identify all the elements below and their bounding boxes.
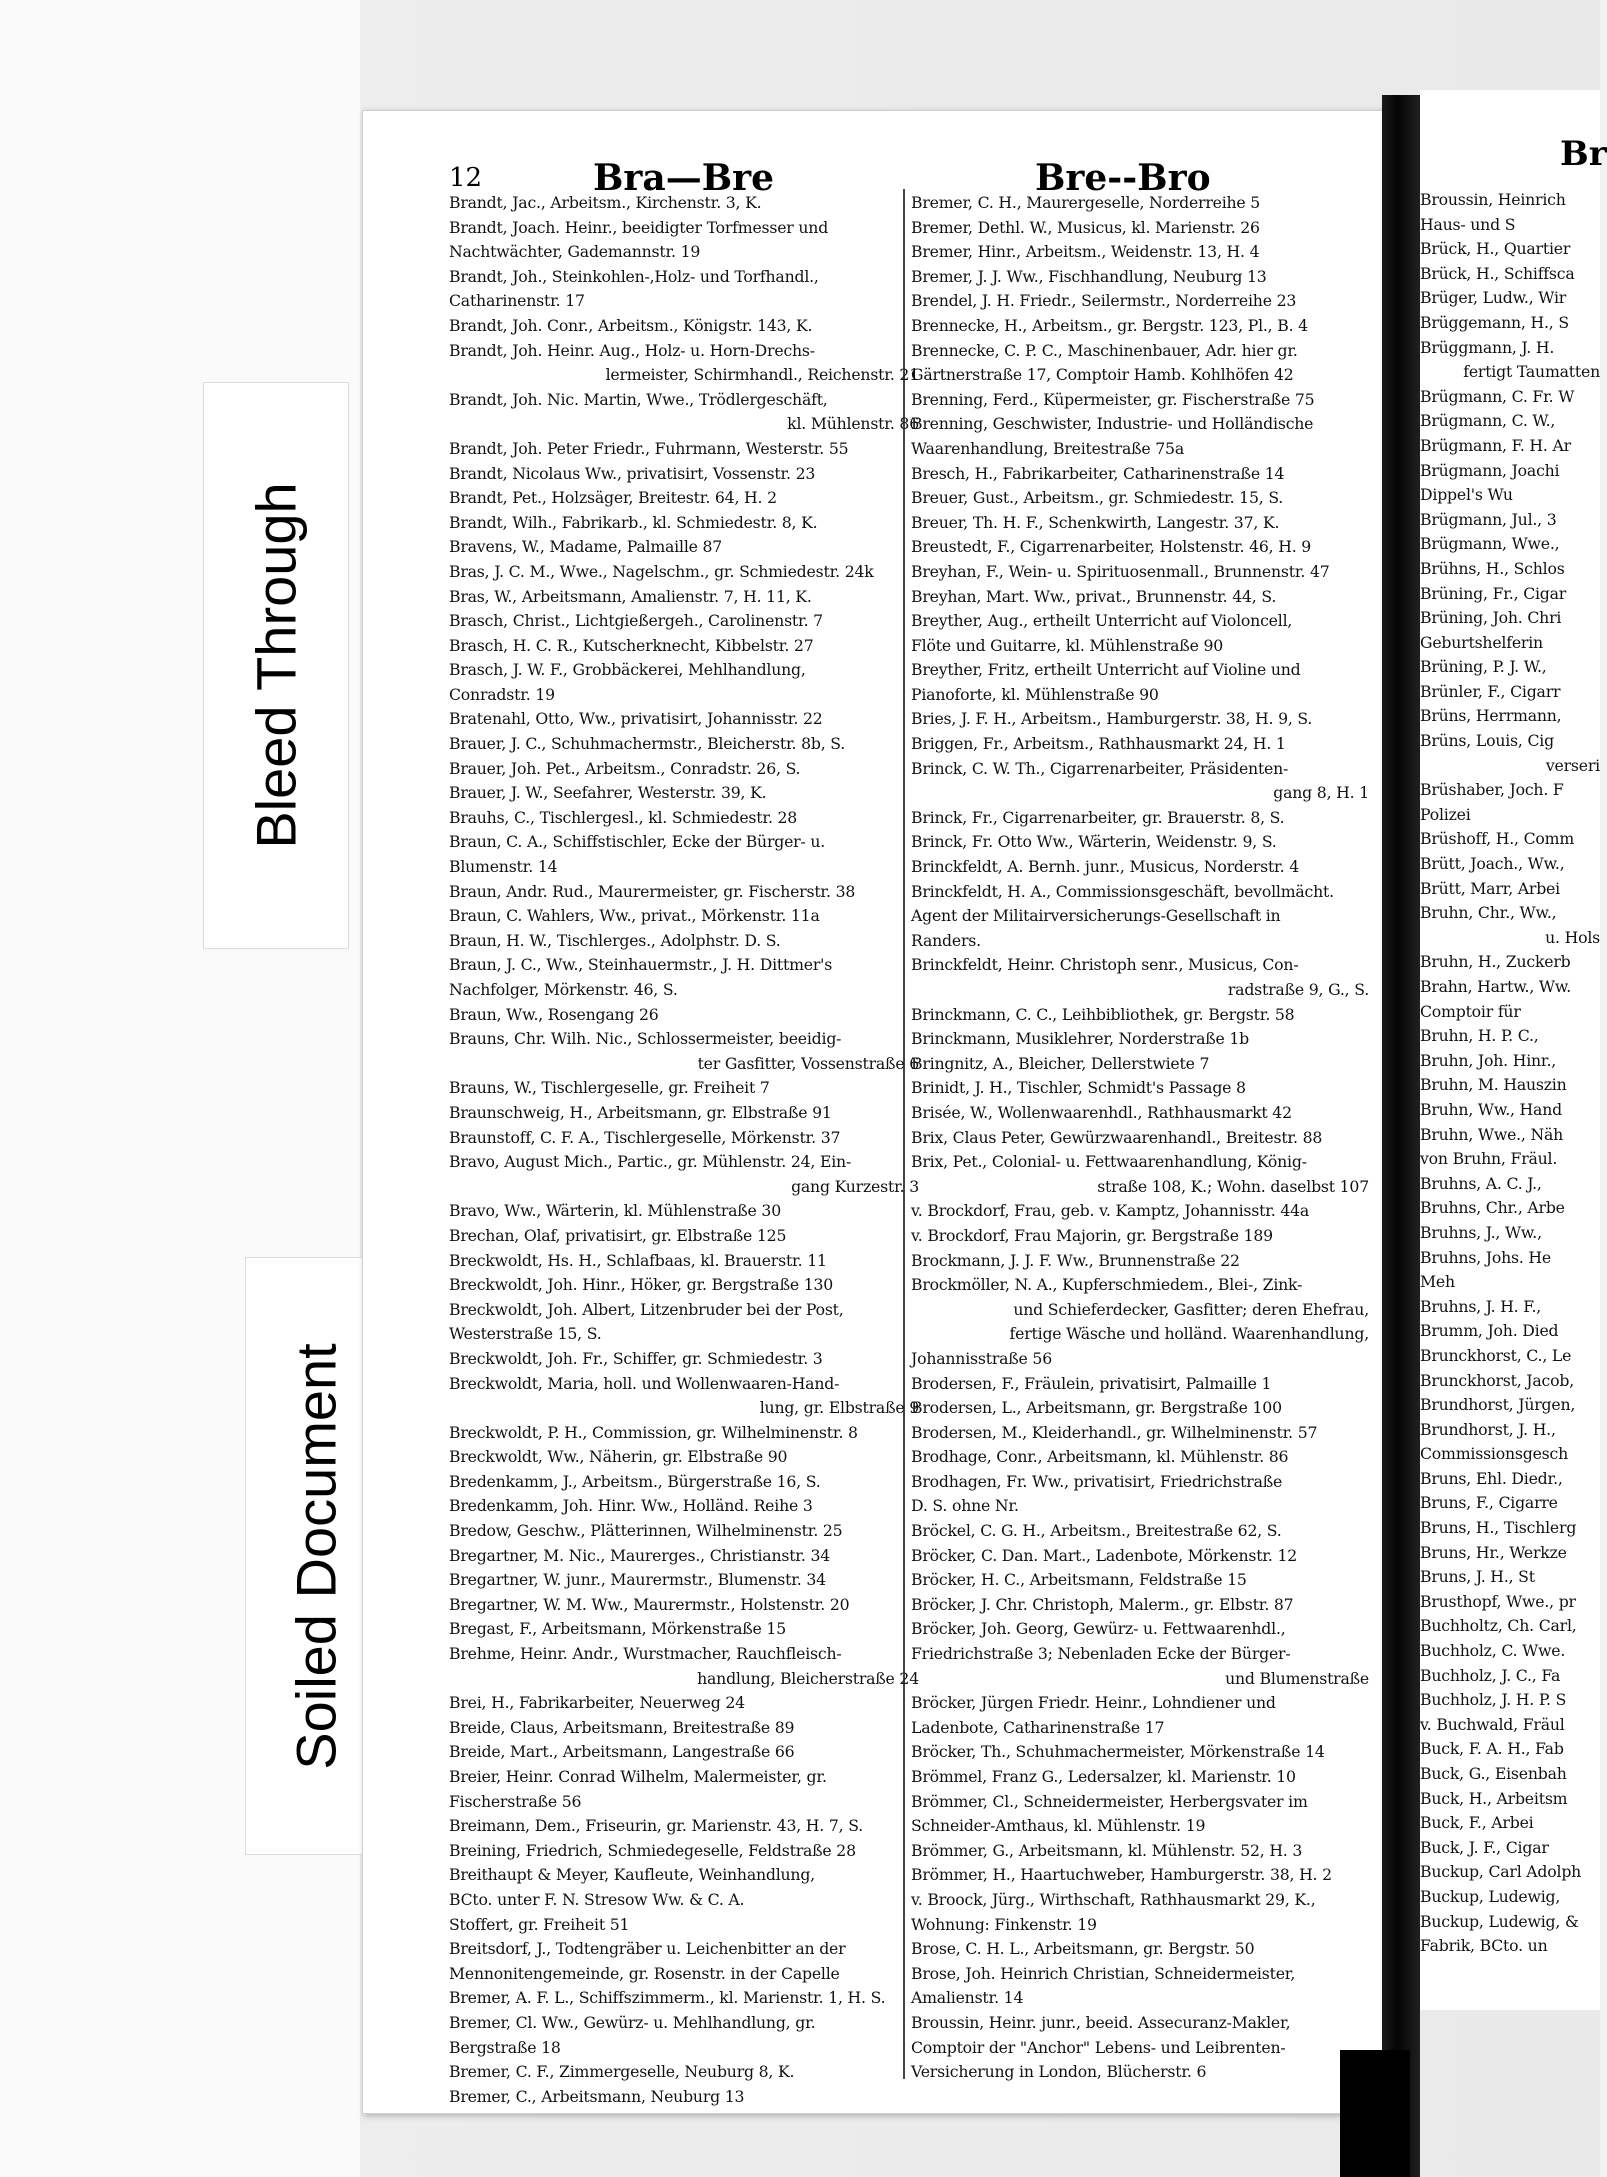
- directory-entry: Brömmer, H., Haartuchweber, Hamburgerstr. 38, H. 2: [911, 1865, 1332, 1885]
- directory-entry: D. S. ohne Nr.: [911, 1496, 1019, 1516]
- directory-entry: Buck, G., Eisenbah: [1420, 1764, 1567, 1783]
- directory-entry: Brehme, Heinr. Andr., Wurstmacher, Rauchfleisch-: [449, 1644, 842, 1664]
- directory-entry: Brisée, W., Wollenwaarenhdl., Rathhausmarkt 42: [911, 1102, 1292, 1122]
- directory-entry: Bredenkamm, J., Arbeitsm., Bürgerstraße 16, S.: [449, 1471, 821, 1491]
- directory-entry: Brinck, Fr., Cigarrenarbeiter, gr. Brauerstr. 8, S.: [911, 807, 1285, 827]
- directory-entry: Brügmann, Wwe.,: [1420, 534, 1560, 554]
- directory-entry: v. Brockdorf, Frau, geb. v. Kamptz, Johannisstr. 44a: [911, 1201, 1310, 1221]
- directory-entry: Waarenhandlung, Breitestraße 75a: [911, 438, 1184, 458]
- directory-entry: Stoffert, gr. Freiheit 51: [449, 1914, 630, 1934]
- directory-entry: Bremer, Cl. Ww., Gewürz- u. Mehlhandlung, gr.: [449, 2012, 816, 2032]
- directory-entry: Braunstoff, C. F. A., Tischlergeselle, Mörkenstr. 37: [449, 1127, 841, 1147]
- directory-entry: Bravo, Ww., Wärterin, kl. Mühlenstraße 30: [449, 1201, 781, 1221]
- directory-entry: ter Gasfitter, Vossenstraße 6: [697, 1053, 919, 1073]
- directory-entry: Buck, J. F., Cigar: [1420, 1837, 1549, 1857]
- directory-entry: Brodersen, L., Arbeitsmann, gr. Bergstraße 100: [911, 1398, 1282, 1418]
- directory-entry: Brömmer, G., Arbeitsmann, kl. Mühlenstr. 52, H. 3: [911, 1840, 1303, 1860]
- directory-entry: Bröcker, Joh. Georg, Gewürz- u. Fettwaarenhdl.,: [911, 1619, 1286, 1639]
- directory-entry: Buck, F., Arbei: [1420, 1813, 1534, 1833]
- directory-entry: Brasch, J. W. F., Grobbäckerei, Mehlhandlung,: [449, 660, 806, 680]
- directory-entry: Brodhagen, Fr. Ww., privatisirt, Friedrichstraße: [911, 1471, 1283, 1491]
- directory-entry: Braunschweig, H., Arbeitsmann, gr. Elbstraße 91: [449, 1102, 832, 1122]
- directory-entry: Bremer, C. F., Zimmergeselle, Neuburg 8, K.: [449, 2062, 795, 2082]
- directory-entry: Meh: [1420, 1272, 1455, 1292]
- binding-shadow: [1340, 2050, 1410, 2177]
- directory-entry: Bremer, Dethl. W., Musicus, kl. Marienstr. 26: [911, 217, 1260, 237]
- directory-entry: Bröcker, C. Dan. Mart., Ladenbote, Mörkenstr. 12: [911, 1545, 1298, 1565]
- directory-entry: Brunckhorst, C., Le: [1420, 1345, 1572, 1365]
- directory-entry: Brahn, Hartw., Ww.: [1420, 977, 1571, 996]
- directory-entry: Brinckfeldt, H. A., Commissionsgeschäft, bevollmächt.: [911, 881, 1334, 901]
- directory-entry: Bries, J. F. H., Arbeitsm., Hamburgerstr. 38, H. 9, S.: [911, 709, 1313, 729]
- directory-entry: Bruhn, M. Hauszin: [1420, 1075, 1567, 1095]
- left-column: [449, 191, 919, 2106]
- directory-entry: Brandt, Pet., Holzsäger, Breitestr. 64, H. 2: [449, 488, 777, 508]
- directory-entry: Breckwoldt, Joh. Albert, Litzenbruder bei der Post,: [449, 1299, 844, 1319]
- directory-entry: Brose, C. H. L., Arbeitsmann, gr. Bergstr. 50: [911, 1939, 1255, 1959]
- directory-entry: Bruhn, Chr., Ww.,: [1420, 903, 1557, 923]
- directory-entry: Bredenkamm, Joh. Hinr. Ww., Holländ. Reihe 3: [449, 1496, 813, 1516]
- directory-entry: Breckwoldt, Ww., Näherin, gr. Elbstraße 90: [449, 1447, 788, 1467]
- directory-entry: Schneider-Amthaus, kl. Mühlenstr. 19: [911, 1816, 1206, 1836]
- directory-entry: Breckwoldt, Maria, holl. und Wollenwaaren-Hand-: [449, 1373, 840, 1393]
- directory-entry: Bremer, A. F. L., Schiffszimmerm., kl. Marienstr. 1, H. S.: [449, 1988, 886, 2008]
- directory-entry: Blumenstr. 14: [449, 857, 558, 877]
- directory-entry: Braun, C. A., Schiffstischler, Ecke der Bürger- u.: [449, 832, 826, 852]
- directory-entry: Brechan, Olaf, privatisirt, gr. Elbstraße 125: [449, 1225, 787, 1245]
- directory-entry: lung, gr. Elbstraße 9: [759, 1398, 919, 1418]
- book-gutter: [1382, 95, 1420, 2177]
- directory-entry: Breyhan, F., Wein- u. Spirituosenmall., Brunnenstr. 47: [911, 561, 1330, 581]
- directory-entry: Brennecke, H., Arbeitsm., gr. Bergstr. 123, Pl., B. 4: [911, 315, 1308, 335]
- directory-entry: Breyther, Fritz, ertheilt Unterricht auf Violine und: [911, 660, 1301, 680]
- directory-entry: Buckup, Ludewig,: [1420, 1886, 1561, 1906]
- directory-entry: Bröcker, Jürgen Friedr. Heinr., Lohndiener und: [911, 1693, 1276, 1713]
- directory-entry: Amalienstr. 14: [911, 1988, 1024, 2008]
- directory-entry: Brügmann, C. Fr. W: [1420, 386, 1575, 406]
- directory-entry: Brandt, Joh., Steinkohlen-,Holz- und Torfhandl.,: [449, 266, 819, 286]
- directory-entry: Dippel's Wu: [1420, 485, 1513, 505]
- directory-entry: Brodersen, F., Fräulein, privatisirt, Palmaille 1: [911, 1373, 1272, 1393]
- directory-entry: Brück, H., Schiffsca: [1420, 263, 1575, 283]
- directory-entry: Brendel, J. H. Friedr., Seilermstr., Norderreihe 23: [911, 291, 1297, 311]
- directory-entry: Johannisstraße 56: [911, 1348, 1052, 1368]
- directory-entry: Brüshoff, H., Comm: [1420, 829, 1574, 849]
- directory-entry: Brandt, Wilh., Fabrikarb., kl. Schmiedestr. 8, K.: [449, 512, 818, 532]
- directory-entry: Braun, J. C., Ww., Steinhauermstr., J. H. Dittmer's: [449, 955, 833, 975]
- directory-entry: Brömmel, Franz G., Ledersalzer, kl. Marienstr. 10: [911, 1767, 1296, 1786]
- directory-entry: Brix, Claus Peter, Gewürzwaarenhandl., Breitestr. 88: [911, 1127, 1323, 1147]
- directory-entry: verseri: [1545, 755, 1600, 775]
- directory-entry: Brodhage, Conr., Arbeitsmann, kl. Mühlenstr. 86: [911, 1447, 1289, 1467]
- directory-entry: Breide, Claus, Arbeitsmann, Breitestraße 89: [449, 1717, 795, 1737]
- directory-entry: Brüning, Joh. Chri: [1420, 608, 1562, 628]
- next-page-column: [1420, 188, 1600, 1959]
- directory-entry: straße 108, K.; Wohn. daselbst 107: [1097, 1176, 1369, 1196]
- next-page-fragment: [1420, 90, 1607, 2010]
- directory-entry: lermeister, Schirmhandl., Reichenstr. 21: [605, 365, 919, 385]
- directory-entry: Breustedt, F., Cigarrenarbeiter, Holstenstr. 46, H. 9: [911, 537, 1312, 557]
- directory-entry: und Blumenstraße: [1225, 1668, 1369, 1688]
- running-head-right: Bre--Bro: [1035, 157, 1211, 199]
- directory-entry: Brünler, F., Cigarr: [1420, 681, 1561, 701]
- directory-entry: Bergstraße 18: [449, 2037, 561, 2057]
- directory-entry: Bruhn, Joh. Hinr.,: [1420, 1050, 1557, 1070]
- next-page-running-head: Br: [1560, 134, 1607, 174]
- directory-page: [362, 110, 1384, 2114]
- directory-entry: Breining, Friedrich, Schmiedegeselle, Feldstraße 28: [449, 1840, 856, 1860]
- directory-entry: Brinckmann, C. C., Leihbibliothek, gr. Bergstr. 58: [911, 1004, 1295, 1024]
- directory-entry: Brüggmann, J. H.: [1420, 337, 1555, 357]
- directory-entry: Westerstraße 15, S.: [449, 1324, 602, 1344]
- directory-entry: Brauer, J. C., Schuhmachermstr., Bleicherstr. 8b, S.: [449, 734, 846, 754]
- directory-entry: Buchholz, J. C., Fa: [1420, 1665, 1561, 1685]
- directory-entry: u. Hols: [1545, 927, 1600, 947]
- directory-entry: Brinckfeldt, Heinr. Christoph senr., Musicus, Con-: [911, 955, 1299, 975]
- soiled-document-text: Soiled Document: [284, 1342, 348, 1770]
- directory-entry: gang Kurzestr. 3: [791, 1176, 919, 1196]
- directory-entry: Bruhns, Chr., Arbe: [1420, 1198, 1565, 1218]
- directory-entry: Breckwoldt, Joh. Hinr., Höker, gr. Bergstraße 130: [449, 1275, 834, 1295]
- directory-entry: gang 8, H. 1: [1273, 783, 1369, 803]
- bleed-through-label: [203, 382, 349, 949]
- directory-entry: Bruhn, Ww., Hand: [1420, 1099, 1562, 1119]
- directory-entry: Catharinenstr. 17: [449, 291, 585, 311]
- directory-entry: Brauns, Chr. Wilh. Nic., Schlossermeister, beeidig-: [449, 1029, 842, 1049]
- directory-entry: Brüshaber, Joch. F: [1420, 780, 1564, 800]
- directory-entry: Brusthopf, Wwe., pr: [1420, 1591, 1576, 1611]
- directory-entry: Brumm, Joh. Died: [1420, 1321, 1559, 1341]
- directory-entry: Agent der Militairversicherungs-Gesellschaft in: [911, 906, 1281, 926]
- directory-entry: Conradstr. 19: [449, 684, 555, 704]
- directory-entry: Brandt, Nicolaus Ww., privatisirt, Vossenstr. 23: [449, 463, 816, 483]
- directory-entry: Brandt, Joach. Heinr., beeidigter Torfmesser und: [449, 217, 829, 237]
- directory-entry: Bravens, W., Madame, Palmaille 87: [449, 537, 723, 557]
- directory-entry: Bruns, Hr., Werkze: [1420, 1542, 1567, 1562]
- directory-entry: Bruhn, H. P. C.,: [1420, 1026, 1539, 1046]
- directory-entry: Brütt, Marr, Arbei: [1420, 878, 1560, 898]
- directory-entry: Brenning, Geschwister, Industrie- und Holländische: [911, 414, 1314, 434]
- directory-entry: fertige Wäsche und holländ. Waarenhandlung,: [1009, 1324, 1369, 1344]
- directory-entry: Briggen, Fr., Arbeitsm., Rathhausmarkt 24, H. 1: [911, 734, 1286, 754]
- directory-entry: Brandt, Joh. Heinr. Aug., Holz- u. Horn-Drechs-: [449, 340, 815, 360]
- directory-entry: Bremer, C., Arbeitsmann, Neuburg 13: [449, 2086, 745, 2106]
- directory-entry: Bregast, F., Arbeitsmann, Mörkenstraße 15: [449, 1619, 786, 1639]
- right-column: [911, 191, 1369, 2091]
- directory-entry: Breyther, Aug., ertheilt Unterricht auf Violoncell,: [911, 611, 1293, 631]
- page-number: 12: [449, 163, 483, 193]
- directory-entry: Brockmöller, N. A., Kupferschmiedem., Blei-, Zink-: [911, 1275, 1303, 1295]
- directory-entry: Brunckhorst, Jacob,: [1420, 1370, 1575, 1390]
- directory-entry: und Schieferdecker, Gasfitter; deren Ehefrau,: [1013, 1299, 1369, 1319]
- directory-entry: Brück, H., Quartier: [1420, 239, 1571, 259]
- directory-entry: Bruns, F., Cigarre: [1420, 1493, 1558, 1513]
- directory-entry: Bredow, Geschw., Plätterinnen, Wilhelminenstr. 25: [449, 1521, 843, 1541]
- directory-entry: Brix, Pet., Colonial- u. Fettwaarenhandlung, König-: [911, 1152, 1307, 1172]
- directory-entry: Brüning, P. J. W.,: [1420, 657, 1547, 677]
- directory-entry: Brenning, Ferd., Küpermeister, gr. Fischerstraße 75: [911, 389, 1315, 409]
- directory-entry: radstraße 9, G., S.: [1227, 980, 1369, 999]
- directory-entry: Polizei: [1420, 804, 1471, 824]
- directory-entry: Braun, Ww., Rosengang 26: [449, 1004, 659, 1024]
- directory-entry: Breuer, Gust., Arbeitsm., gr. Schmiedestr. 15, S.: [911, 488, 1284, 508]
- directory-entry: Buchholz, C. Wwe.: [1420, 1641, 1566, 1661]
- directory-entry: BCto. unter F. N. Stresow Ww. & C. A.: [449, 1889, 745, 1909]
- directory-entry: Brinckmann, Musiklehrer, Norderstraße 1b: [911, 1029, 1249, 1049]
- directory-entry: Randers.: [911, 930, 981, 950]
- directory-entry: Brinck, Fr. Otto Ww., Wärterin, Weidenstr. 9, S.: [911, 832, 1277, 852]
- directory-entry: v. Broock, Jürg., Wirthschaft, Rathhausmarkt 29, K.,: [911, 1889, 1316, 1909]
- directory-entry: Buck, H., Arbeitsm: [1420, 1788, 1568, 1808]
- directory-entry: v. Brockdorf, Frau Majorin, gr. Bergstraße 189: [911, 1225, 1273, 1245]
- directory-entry: Brennecke, C. P. C., Maschinenbauer, Adr. hier gr.: [911, 340, 1298, 360]
- directory-entry: Bruns, H., Tischlerg: [1420, 1518, 1577, 1538]
- directory-entry: Brandt, Joh. Nic. Martin, Wwe., Trödlergeschäft,: [449, 389, 828, 409]
- directory-entry: Bröcker, H. C., Arbeitsmann, Feldstraße 15: [911, 1570, 1247, 1590]
- bleed-through-text: Bleed Through: [244, 482, 308, 849]
- directory-entry: Brüger, Ludw., Wir: [1420, 288, 1567, 308]
- directory-entry: Broussin, Heinrich: [1420, 190, 1566, 209]
- directory-entry: Buchholz, J. H. P. S: [1420, 1690, 1567, 1710]
- directory-entry: Haus- und S: [1420, 214, 1516, 234]
- directory-entry: Brauhs, C., Tischlergesl., kl. Schmiedestr. 28: [449, 807, 798, 827]
- directory-entry: Broussin, Heinr. junr., beeid. Assecuranz-Makler,: [911, 2012, 1291, 2032]
- directory-entry: Brodersen, M., Kleiderhandl., gr. Wilhelminenstr. 57: [911, 1422, 1318, 1442]
- directory-entry: Breckwoldt, Hs. H., Schlafbaas, kl. Brauerstr. 11: [449, 1250, 827, 1270]
- directory-entry: Brandt, Jac., Arbeitsm., Kirchenstr. 3, K.: [449, 193, 762, 212]
- directory-entry: Brinidt, J. H., Tischler, Schmidt's Passage 8: [911, 1078, 1246, 1098]
- directory-entry: Gärtnerstraße 17, Comptoir Hamb. Kohlhöfen 42: [911, 365, 1294, 385]
- directory-entry: Bremer, Hinr., Arbeitsm., Weidenstr. 13, H. 4: [911, 242, 1260, 262]
- directory-entry: Brundhorst, Jürgen,: [1420, 1395, 1576, 1415]
- directory-entry: Bras, W., Arbeitsmann, Amalienstr. 7, H. 11, K.: [449, 586, 812, 606]
- directory-entry: Brinck, C. W. Th., Cigarrenarbeiter, Präsidenten-: [911, 758, 1289, 778]
- directory-entry: Buckup, Carl Adolph: [1420, 1862, 1582, 1882]
- directory-entry: Bröcker, Th., Schuhmachermeister, Mörkenstraße 14: [911, 1742, 1325, 1762]
- directory-entry: Comptoir für: [1420, 1001, 1521, 1021]
- directory-entry: Bras, J. C. M., Wwe., Nagelschm., gr. Schmiedestr. 24k: [449, 561, 874, 581]
- directory-entry: Brasch, Christ., Lichtgießergeh., Carolinenstr. 7: [449, 611, 823, 631]
- running-head-left: Bra—Bre: [593, 157, 775, 199]
- directory-entry: Brei, H., Fabrikarbeiter, Neuerweg 24: [449, 1693, 745, 1713]
- directory-entry: Braun, Andr. Rud., Maurermeister, gr. Fischerstr. 38: [449, 881, 856, 901]
- directory-entry: Brügmann, Joachi: [1420, 460, 1560, 480]
- directory-entry: Bremer, J. J. Ww., Fischhandlung, Neuburg 13: [911, 266, 1267, 286]
- directory-entry: Fabrik, BCto. un: [1420, 1936, 1548, 1956]
- directory-entry: Bruns, J. H., St: [1420, 1567, 1535, 1587]
- directory-entry: Bruhns, J., Ww.,: [1420, 1222, 1542, 1242]
- directory-entry: Breuer, Th. H. F., Schenkwirth, Langestr. 37, K.: [911, 512, 1280, 532]
- directory-entry: Bruhns, J. H. F.,: [1420, 1296, 1542, 1316]
- directory-entry: Buck, F. A. H., Fab: [1420, 1739, 1564, 1759]
- directory-entry: Bröckel, C. G. H., Arbeitsm., Breitestraße 62, S.: [911, 1521, 1282, 1541]
- directory-entry: Brinckfeldt, A. Bernh. junr., Musicus, Norderstr. 4: [911, 857, 1299, 877]
- directory-entry: Bregartner, M. Nic., Maurerges., Christianstr. 34: [449, 1545, 831, 1565]
- directory-entry: kl. Mühlenstr. 86: [787, 414, 919, 434]
- directory-entry: Brügmann, Jul., 3: [1420, 509, 1557, 529]
- directory-entry: Brüning, Fr., Cigar: [1420, 583, 1567, 603]
- directory-entry: Brüns, Louis, Cig: [1420, 731, 1554, 751]
- directory-entry: Friedrichstraße 3; Nebenladen Ecke der Bürger-: [911, 1644, 1291, 1664]
- directory-entry: Breithaupt & Meyer, Kaufleute, Weinhandlung,: [449, 1865, 815, 1885]
- directory-entry: Bruhn, H., Zuckerb: [1420, 952, 1571, 972]
- directory-entry: Breckwoldt, Joh. Fr., Schiffer, gr. Schmiedestr. 3: [449, 1348, 823, 1368]
- directory-entry: Braun, C. Wahlers, Ww., privat., Mörkenstr. 11a: [449, 906, 820, 926]
- directory-entry: Bruhns, Johs. He: [1420, 1247, 1551, 1267]
- directory-entry: Breckwoldt, P. H., Commission, gr. Wilhelminenstr. 8: [449, 1422, 858, 1442]
- directory-entry: Comptoir der "Anchor" Lebens- und Leibrenten-: [911, 2037, 1286, 2057]
- directory-entry: Breimann, Dem., Friseurin, gr. Marienstr. 43, H. 7, S.: [449, 1816, 863, 1836]
- directory-entry: Bröcker, J. Chr. Christoph, Malerm., gr. Elbstr. 87: [911, 1594, 1294, 1614]
- directory-entry: Bringnitz, A., Bleicher, Dellerstwiete 7: [911, 1053, 1210, 1073]
- directory-entry: Brasch, H. C. R., Kutscherknecht, Kibbelstr. 27: [449, 635, 814, 655]
- directory-entry: Bregartner, W. M. Ww., Maurermstr., Holstenstr. 20: [449, 1594, 850, 1614]
- directory-entry: Brauer, J. W., Seefahrer, Westerstr. 39, K.: [449, 783, 767, 803]
- directory-entry: Brügmann, F. H. Ar: [1420, 435, 1571, 455]
- directory-entry: fertigt Taumatten: [1463, 362, 1600, 382]
- directory-entry: Bremer, C. H., Maurergeselle, Norderreihe 5: [911, 193, 1261, 212]
- directory-entry: von Bruhn, Fräul.: [1420, 1149, 1558, 1169]
- directory-entry: Brose, Joh. Heinrich Christian, Schneidermeister,: [911, 1963, 1296, 1983]
- directory-entry: Buchholtz, Ch. Carl,: [1420, 1616, 1577, 1636]
- directory-entry: Brundhorst, J. H.,: [1420, 1419, 1556, 1439]
- directory-entry: Wohnung: Finkenstr. 19: [911, 1914, 1097, 1934]
- directory-entry: Brüggemann, H., S: [1420, 312, 1569, 332]
- directory-entry: Bravo, August Mich., Partic., gr. Mühlenstr. 24, Ein-: [449, 1152, 852, 1172]
- directory-entry: Commissionsgesch: [1420, 1444, 1568, 1464]
- directory-entry: Brandt, Joh. Conr., Arbeitsm., Königstr. 143, K.: [449, 315, 813, 335]
- directory-entry: Geburtshelferin: [1420, 632, 1543, 652]
- directory-entry: Brütt, Joach., Ww.,: [1420, 854, 1565, 874]
- directory-entry: handlung, Bleicherstraße 24: [697, 1668, 919, 1688]
- directory-entry: Breier, Heinr. Conrad Wilhelm, Malermeister, gr.: [449, 1767, 827, 1786]
- directory-entry: Brömmer, Cl., Schneidermeister, Herbergsvater im: [911, 1791, 1308, 1811]
- directory-entry: Brüns, Herrmann,: [1420, 706, 1562, 726]
- directory-entry: Flöte und Guitarre, kl. Mühlenstraße 90: [911, 635, 1224, 655]
- directory-entry: Breitsdorf, J., Todtengräber u. Leichenbitter an der: [449, 1939, 846, 1959]
- directory-entry: Brauer, Joh. Pet., Arbeitsm., Conradstr. 26, S.: [449, 758, 801, 778]
- directory-entry: Braun, H. W., Tischlerges., Adolphstr. D. S.: [449, 930, 781, 950]
- directory-entry: Brügmann, C. W.,: [1420, 411, 1556, 431]
- directory-entry: Buckup, Ludewig, &: [1420, 1911, 1579, 1931]
- directory-entry: Brandt, Joh. Peter Friedr., Fuhrmann, Westerstr. 55: [449, 438, 849, 458]
- directory-entry: Nachtwächter, Gademannstr. 19: [449, 242, 701, 262]
- directory-entry: Bruhn, Wwe., Näh: [1420, 1124, 1564, 1144]
- directory-entry: Bregartner, W. junr., Maurermstr., Blumenstr. 34: [449, 1570, 826, 1590]
- directory-entry: Bresch, H., Fabrikarbeiter, Catharinenstraße 14: [911, 463, 1285, 483]
- directory-entry: Mennonitengemeinde, gr. Rosenstr. in der Capelle: [449, 1963, 840, 1983]
- directory-entry: Brühns, H., Schlos: [1420, 558, 1565, 578]
- directory-entry: Bratenahl, Otto, Ww., privatisirt, Johannisstr. 22: [449, 709, 823, 729]
- directory-entry: Versicherung in London, Blücherstr. 6: [911, 2062, 1207, 2082]
- directory-entry: Ladenbote, Catharinenstraße 17: [911, 1717, 1165, 1737]
- directory-entry: Breide, Mart., Arbeitsmann, Langestraße 66: [449, 1742, 795, 1762]
- directory-entry: Brauns, W., Tischlergeselle, gr. Freiheit 7: [449, 1078, 770, 1098]
- directory-entry: Nachfolger, Mörkenstr. 46, S.: [449, 980, 678, 999]
- directory-entry: Brockmann, J. J. F. Ww., Brunnenstraße 22: [911, 1250, 1240, 1270]
- directory-entry: Pianoforte, kl. Mühlenstraße 90: [911, 684, 1159, 704]
- directory-entry: Breyhan, Mart. Ww., privat., Brunnenstr. 44, S.: [911, 586, 1277, 606]
- directory-entry: v. Buchwald, Fräul: [1420, 1714, 1565, 1734]
- directory-entry: Bruhns, A. C. J.,: [1420, 1173, 1542, 1193]
- directory-entry: Fischerstraße 56: [449, 1791, 582, 1811]
- directory-entry: Bruns, Ehl. Diedr.,: [1420, 1468, 1563, 1488]
